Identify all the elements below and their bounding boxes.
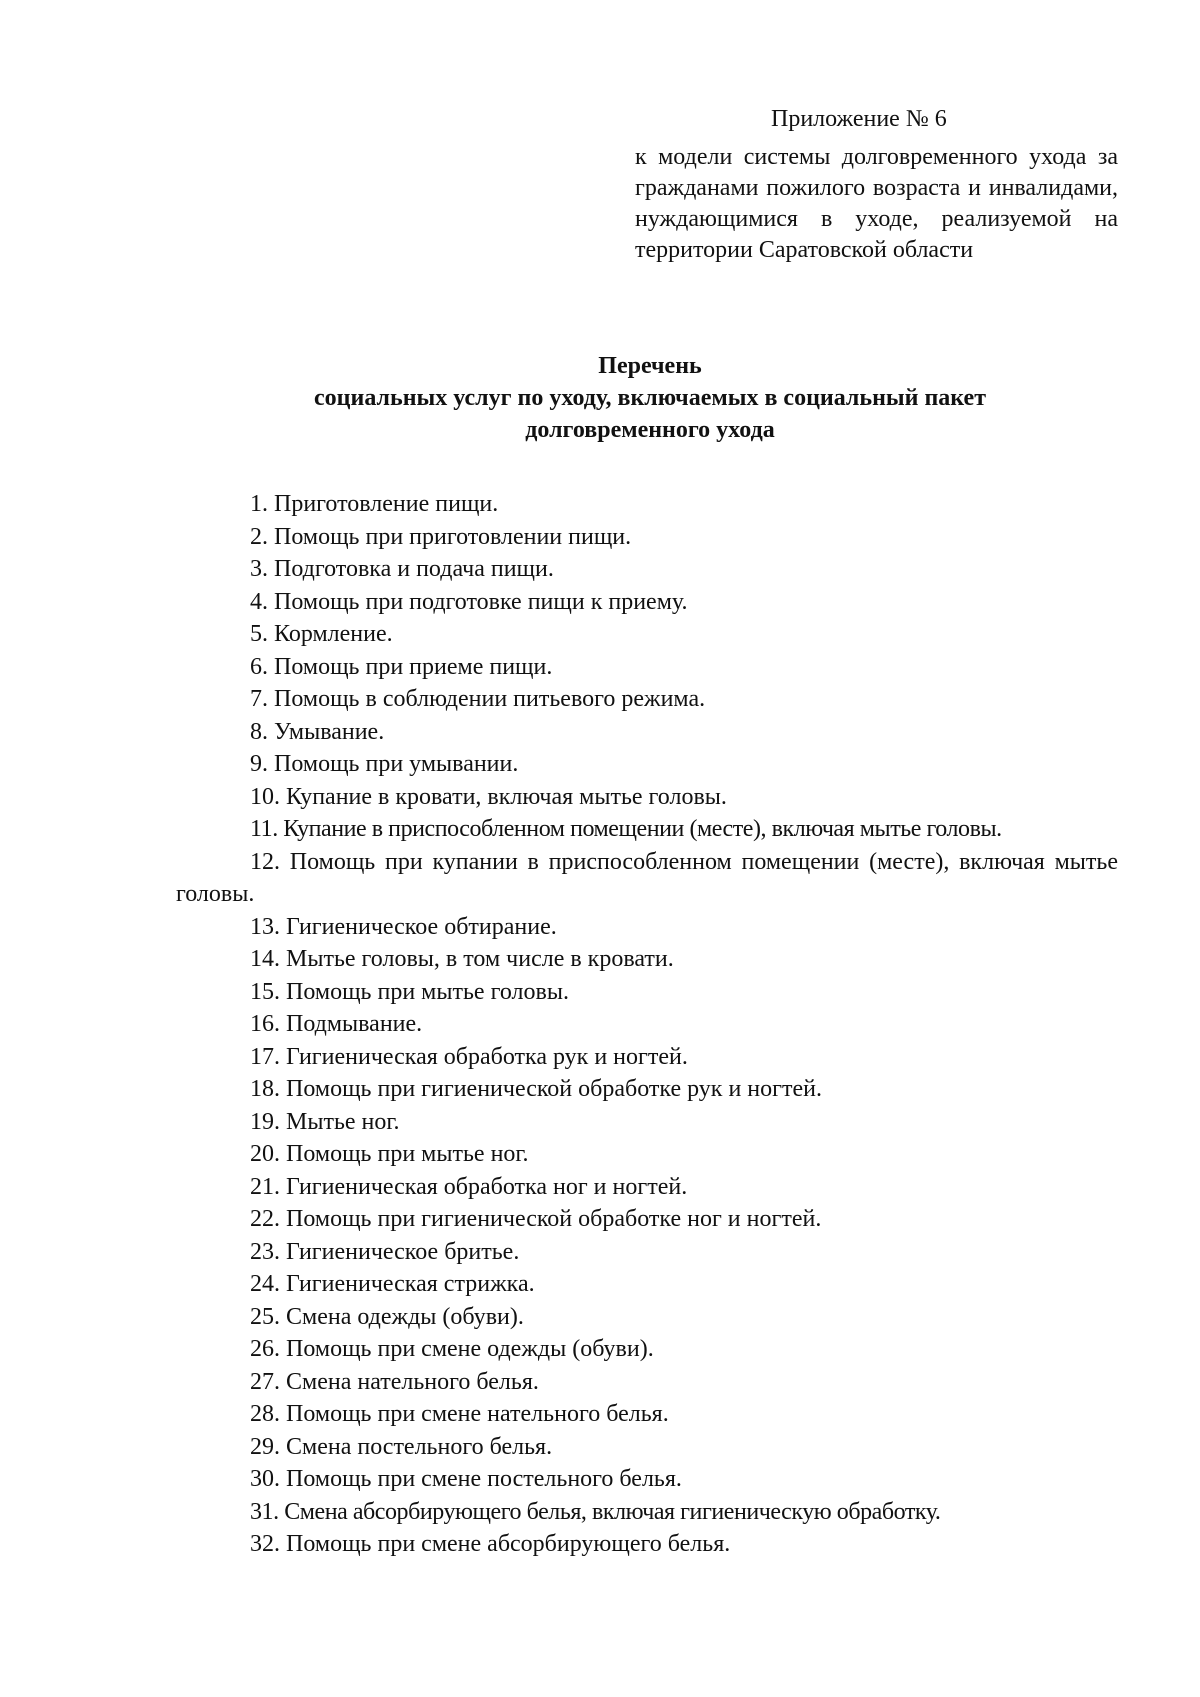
list-item: 6. Помощь при приеме пищи. xyxy=(250,653,553,680)
list-item: 31. Смена абсорбирующего белья, включая гигиеническую обработку. xyxy=(250,1498,941,1525)
list-item: 23. Гигиеническое бритье. xyxy=(250,1238,520,1265)
heading-line-1: Перечень xyxy=(598,353,702,379)
list-item: 29. Смена постельного белья. xyxy=(250,1433,553,1460)
list-item: 18. Помощь при гигиенической обработке рук и ногтей. xyxy=(250,1076,822,1102)
services-list xyxy=(176,488,1118,1561)
list-item: 20. Помощь при мытье ног. xyxy=(250,1141,529,1167)
list-item: 19. Мытье ног. xyxy=(250,1108,400,1135)
list-item: 15. Помощь при мытье головы. xyxy=(250,978,569,1005)
annex-title: Приложение № 6 xyxy=(771,106,947,132)
list-item: 11. Купание в приспособленном помещении (месте), включая мытье головы. xyxy=(250,816,1002,842)
list-item: 9. Помощь при умывании. xyxy=(250,751,519,777)
list-item: 30. Помощь при смене постельного белья. xyxy=(250,1466,682,1492)
list-item: 2. Помощь при приготовлении пищи. xyxy=(250,523,632,550)
list-item: 24. Гигиеническая стрижка. xyxy=(250,1271,535,1297)
heading-line-2: социальных услуг по уходу, включаемых в социальный пакет xyxy=(314,385,986,411)
list-item: 1. Приготовление пищи. xyxy=(250,491,499,517)
list-item: 26. Помощь при смене одежды (обуви). xyxy=(250,1336,654,1362)
list-item: 8. Умывание. xyxy=(250,718,385,745)
list-item: 28. Помощь при смене нательного белья. xyxy=(250,1401,669,1427)
document-heading xyxy=(0,350,1200,446)
list-item: 17. Гигиеническая обработка рук и ногтей. xyxy=(250,1043,688,1070)
list-item: 7. Помощь в соблюдении питьевого режима. xyxy=(250,686,706,712)
list-item: 3. Подготовка и подача пищи. xyxy=(250,556,554,582)
list-item: 22. Помощь при гигиенической обработке ног и ногтей. xyxy=(250,1206,822,1232)
list-item: 5. Кормление. xyxy=(250,621,393,647)
list-item: 27. Смена нательного белья. xyxy=(250,1368,539,1395)
list-item: 12. Помощь при купании в приспособленном помещении (месте), включая мытье головы. xyxy=(176,848,1118,907)
list-item: 14. Мытье головы, в том числе в кровати. xyxy=(250,946,674,972)
list-item: 10. Купание в кровати, включая мытье головы. xyxy=(250,783,727,810)
list-item: 13. Гигиеническое обтирание. xyxy=(250,913,557,940)
heading-line-3: долговременного ухода xyxy=(525,417,775,443)
list-item: 25. Смена одежды (обуви). xyxy=(250,1303,524,1330)
list-item: 21. Гигиеническая обработка ног и ногтей. xyxy=(250,1173,688,1200)
list-item: 4. Помощь при подготовке пищи к приему. xyxy=(250,588,688,615)
list-item: 16. Подмывание. xyxy=(250,1011,423,1037)
annex-reference: к модели системы долговременного ухода за гражданами пожилого возраста и инвалидами, нуждающимися в уходе, реализуемой на территории Саратовской области xyxy=(635,144,1118,263)
list-item: 32. Помощь при смене абсорбирующего белья. xyxy=(250,1531,731,1557)
